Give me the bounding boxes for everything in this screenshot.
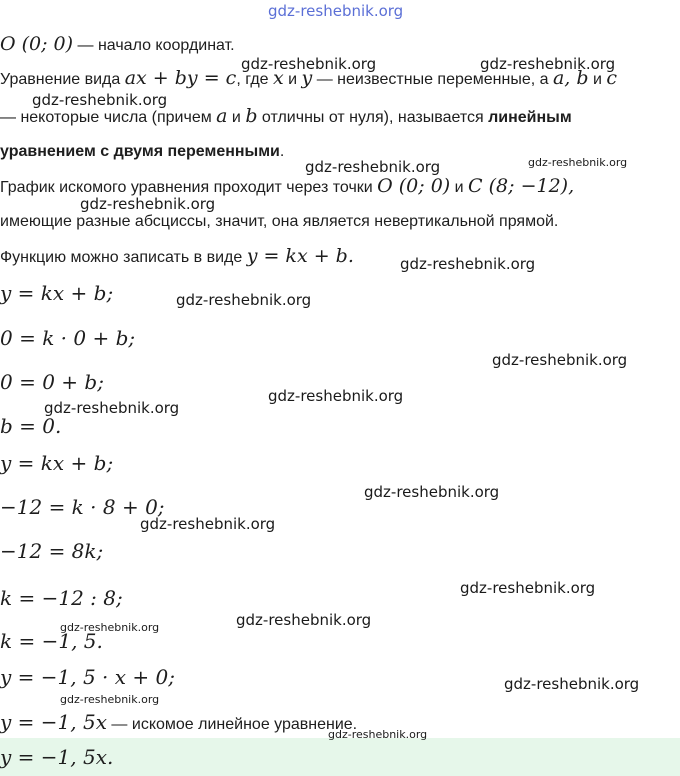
- equation-11-math: y = −1, 5x: [0, 710, 107, 734]
- def1-text-a: Уравнение вида: [0, 71, 125, 88]
- answer-box: [0, 738, 680, 776]
- equation-10: y = −1, 5 · x + 0;: [0, 665, 175, 689]
- def3-dot: .: [279, 143, 285, 160]
- def1-equation: ax + by = c: [124, 67, 237, 89]
- watermark: gdz-reshebnik.org: [480, 55, 616, 73]
- equation-1: y = kx + b;: [0, 281, 114, 305]
- equation-9: k = −1, 5.: [0, 629, 103, 653]
- watermark: gdz-reshebnik.org: [60, 693, 160, 706]
- graph-line-2: имеющие разные абсциссы, значит, она является невертикальной прямой.: [0, 213, 559, 230]
- watermark: gdz-reshebnik.org: [80, 195, 216, 213]
- watermark: gdz-reshebnik.org: [140, 515, 276, 533]
- equation-11: [0, 709, 357, 738]
- equation-8: k = −12 : 8;: [0, 586, 123, 610]
- function-line: [0, 245, 354, 269]
- equation-11-text: — искомое линейное уравнение.: [106, 716, 358, 733]
- def2-b: b: [245, 105, 258, 127]
- answer-equation: y = −1, 5x.: [0, 745, 114, 769]
- equation-2: 0 = k · 0 + b;: [0, 326, 136, 350]
- def2-text-a: — некоторые числа (причем: [0, 109, 217, 126]
- watermark: gdz-reshebnik.org: [176, 291, 312, 309]
- watermark: gdz-reshebnik.org: [268, 387, 404, 405]
- def1-and: и: [283, 71, 302, 88]
- def1-ab: a, b: [552, 67, 589, 89]
- def1-c: c: [606, 67, 618, 89]
- function-text: Функцию можно записать в виде: [0, 249, 247, 266]
- watermark: gdz-reshebnik.org: [504, 675, 640, 693]
- equation-4: b = 0.: [0, 414, 62, 438]
- watermark: gdz-reshebnik.org: [400, 255, 536, 273]
- def2-and: и: [227, 109, 246, 126]
- watermark: gdz-reshebnik.org: [528, 156, 628, 169]
- def2-a: a: [216, 105, 228, 127]
- watermark: gdz-reshebnik.org: [241, 55, 377, 73]
- watermark: gdz-reshebnik.org: [60, 621, 160, 634]
- graph1-point-o: O (0; 0): [377, 175, 451, 197]
- watermark: gdz-reshebnik.org: [492, 351, 628, 369]
- equation-5: y = kx + b;: [0, 451, 114, 475]
- watermark-top: gdz-reshebnik.org: [268, 2, 404, 20]
- watermark: gdz-reshebnik.org: [44, 399, 180, 417]
- function-equation: y = kx + b.: [246, 245, 354, 267]
- graph1-text: График искомого уравнения проходит через точки: [0, 179, 378, 196]
- def1-y: y: [301, 67, 313, 89]
- def3-bold: уравнением с двумя переменными: [0, 143, 280, 160]
- origin-line: [0, 33, 235, 57]
- graph1-and: и: [450, 179, 469, 196]
- def2-text-b: отличны от нуля), называется: [257, 109, 489, 126]
- watermark: gdz-reshebnik.org: [364, 483, 500, 501]
- equation-3: 0 = 0 + b;: [0, 370, 104, 394]
- def2-bold: линейным: [488, 109, 572, 126]
- definition-line-3: [0, 141, 284, 163]
- graph1-point-c: C (8; −12),: [468, 175, 575, 197]
- def1-and2: и: [588, 71, 607, 88]
- def1-x: x: [273, 67, 284, 89]
- watermark: gdz-reshebnik.org: [328, 728, 428, 741]
- origin-math: O (0; 0): [0, 33, 74, 55]
- origin-text: — начало координат.: [73, 37, 235, 54]
- def1-text-c: — неизвестные переменные, а: [312, 71, 553, 88]
- watermark: gdz-reshebnik.org: [236, 611, 372, 629]
- watermark: gdz-reshebnik.org: [460, 579, 596, 597]
- watermark: gdz-reshebnik.org: [32, 91, 168, 109]
- def1-text-b: , где: [236, 71, 273, 88]
- equation-6: −12 = k · 8 + 0;: [0, 495, 165, 519]
- watermark: gdz-reshebnik.org: [305, 158, 441, 176]
- equation-7: −12 = 8k;: [0, 539, 104, 563]
